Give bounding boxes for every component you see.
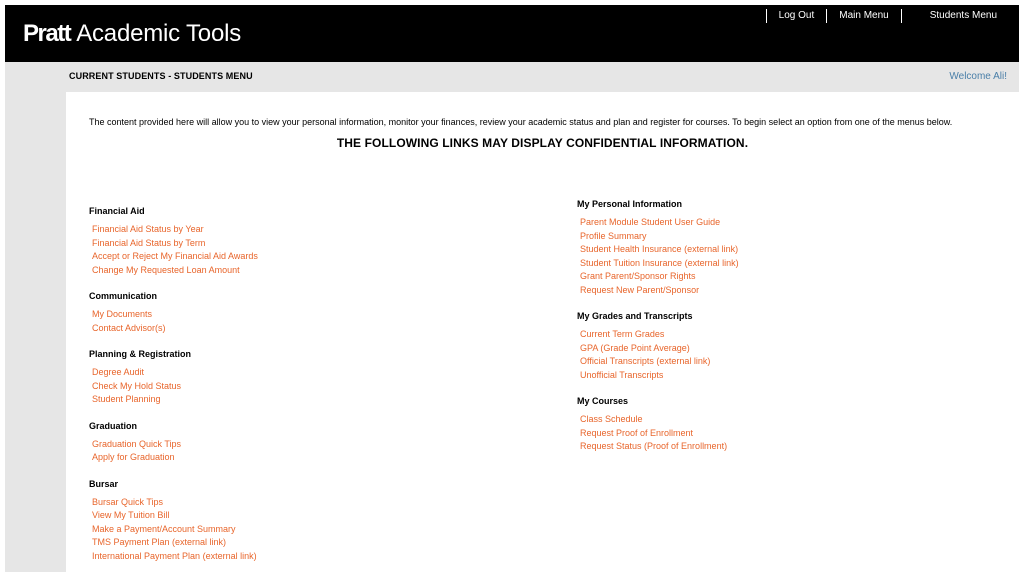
link-financial-aid-status-by-term[interactable]: Financial Aid Status by Term xyxy=(92,237,206,248)
product-name: Academic Tools xyxy=(76,20,242,47)
link-make-a-payment-account-summary[interactable]: Make a Payment/Account Summary xyxy=(92,523,236,534)
section-communication xyxy=(89,291,258,335)
list-item xyxy=(580,328,739,342)
link-check-my-hold-status[interactable]: Check My Hold Status xyxy=(92,380,182,391)
list-item xyxy=(580,413,739,427)
main-menu-link[interactable]: Main Menu xyxy=(826,9,900,23)
list-item xyxy=(92,380,258,394)
list-item xyxy=(92,496,258,510)
link-profile-summary[interactable]: Profile Summary xyxy=(580,230,647,241)
list-item xyxy=(92,264,258,278)
list-item xyxy=(92,550,258,564)
list-item xyxy=(580,216,739,230)
link-my-documents[interactable]: My Documents xyxy=(92,309,153,319)
list-item xyxy=(92,250,258,264)
list-item xyxy=(92,509,258,523)
list-item xyxy=(92,451,258,465)
link-request-proof-of-enrollment[interactable]: Request Proof of Enrollment xyxy=(580,427,694,438)
section-my-courses xyxy=(577,396,739,454)
section-heading: My Grades and Transcripts xyxy=(577,311,693,321)
list-item xyxy=(92,523,258,537)
section-link-list xyxy=(89,438,258,465)
confidential-warning: THE FOLLOWING LINKS MAY DISPLAY CONFIDENTIAL INFORMATION. xyxy=(336,136,749,150)
list-item xyxy=(92,536,258,550)
list-item xyxy=(92,237,258,251)
students-menu-link[interactable]: Students Menu xyxy=(901,9,1001,23)
section-heading: Financial Aid xyxy=(89,206,145,216)
section-heading: My Courses xyxy=(577,396,629,406)
list-item xyxy=(580,230,739,244)
section-link-list xyxy=(577,216,739,297)
section-bursar xyxy=(89,479,258,564)
link-tms-payment-plan-external-link[interactable]: TMS Payment Plan (external link) xyxy=(92,537,227,547)
pratt-logo[interactable] xyxy=(23,19,241,49)
main-content xyxy=(66,92,1019,572)
link-unofficial-transcripts[interactable]: Unofficial Transcripts xyxy=(580,369,664,380)
section-link-list xyxy=(89,366,258,407)
list-item xyxy=(580,427,739,441)
link-graduation-quick-tips[interactable]: Graduation Quick Tips xyxy=(92,438,182,449)
intro-text: The content provided here will allow you to view your personal information, monitor your finances, review your academic status and plan and register for courses. To begin select an option from one of the menus below. xyxy=(89,117,953,127)
link-financial-aid-status-by-year[interactable]: Financial Aid Status by Year xyxy=(92,224,204,234)
link-parent-module-student-user-guide[interactable]: Parent Module Student User Guide xyxy=(580,217,721,227)
list-item xyxy=(580,355,739,369)
link-class-schedule[interactable]: Class Schedule xyxy=(580,414,643,424)
section-heading: Bursar xyxy=(89,478,119,489)
link-contact-advisor-s[interactable]: Contact Advisor(s) xyxy=(92,322,166,333)
page-title: CURRENT STUDENTS - STUDENTS MENU xyxy=(69,71,253,81)
link-student-planning[interactable]: Student Planning xyxy=(92,394,161,404)
link-view-my-tuition-bill[interactable]: View My Tuition Bill xyxy=(92,510,170,520)
link-official-transcripts-external-link[interactable]: Official Transcripts (external link) xyxy=(580,356,711,366)
link-bursar-quick-tips[interactable]: Bursar Quick Tips xyxy=(92,496,164,507)
list-item xyxy=(580,342,739,356)
link-gpa-grade-point-average[interactable]: GPA (Grade Point Average) xyxy=(580,342,690,353)
right-menu-column xyxy=(577,199,739,468)
link-student-tuition-insurance-external-link[interactable]: Student Tuition Insurance (external link) xyxy=(580,257,739,268)
link-grant-parent-sponsor-rights[interactable]: Grant Parent/Sponsor Rights xyxy=(580,271,696,281)
section-heading: Graduation xyxy=(89,420,138,431)
list-item xyxy=(92,223,258,237)
list-item xyxy=(580,243,739,257)
section-link-list xyxy=(89,308,258,335)
link-apply-for-graduation[interactable]: Apply for Graduation xyxy=(92,452,175,462)
list-item xyxy=(92,322,258,336)
list-item xyxy=(580,369,739,383)
list-item xyxy=(580,284,739,298)
list-item xyxy=(580,440,739,454)
section-planning-registration xyxy=(89,349,258,407)
link-degree-audit[interactable]: Degree Audit xyxy=(92,367,145,377)
brand-name: Pratt xyxy=(23,20,71,47)
section-my-grades-and-transcripts xyxy=(577,311,739,382)
list-item xyxy=(92,438,258,452)
link-change-my-requested-loan-amount[interactable]: Change My Requested Loan Amount xyxy=(92,264,240,275)
link-student-health-insurance-external-link[interactable]: Student Health Insurance (external link) xyxy=(580,244,739,254)
section-heading: My Personal Information xyxy=(577,199,683,209)
section-link-list xyxy=(577,413,739,454)
link-current-term-grades[interactable]: Current Term Grades xyxy=(580,329,665,339)
sub-header xyxy=(5,62,1019,92)
section-link-list xyxy=(89,223,258,277)
section-heading: Planning & Registration xyxy=(89,349,192,359)
list-item xyxy=(580,270,739,284)
top-header xyxy=(5,5,1019,62)
log-out-link[interactable]: Log Out xyxy=(766,9,827,23)
list-item xyxy=(92,308,258,322)
link-international-payment-plan-external-link[interactable]: International Payment Plan (external link) xyxy=(92,550,257,561)
section-link-list xyxy=(89,496,258,564)
list-item xyxy=(92,366,258,380)
link-request-new-parent-sponsor[interactable]: Request New Parent/Sponsor xyxy=(580,284,700,295)
app-frame xyxy=(5,5,1019,572)
section-heading: Communication xyxy=(89,291,158,301)
list-item xyxy=(92,393,258,407)
list-item xyxy=(580,257,739,271)
section-graduation xyxy=(89,421,258,465)
section-link-list xyxy=(577,328,739,382)
link-accept-or-reject-my-financial-aid-awards[interactable]: Accept or Reject My Financial Aid Awards xyxy=(92,251,258,261)
welcome-message: Welcome Ali! xyxy=(949,71,1007,82)
section-financial-aid xyxy=(89,206,258,277)
section-my-personal-information xyxy=(577,199,739,297)
left-menu-column xyxy=(89,206,258,572)
link-request-status-proof-of-enrollment[interactable]: Request Status (Proof of Enrollment) xyxy=(580,441,728,451)
top-nav xyxy=(766,5,1001,27)
